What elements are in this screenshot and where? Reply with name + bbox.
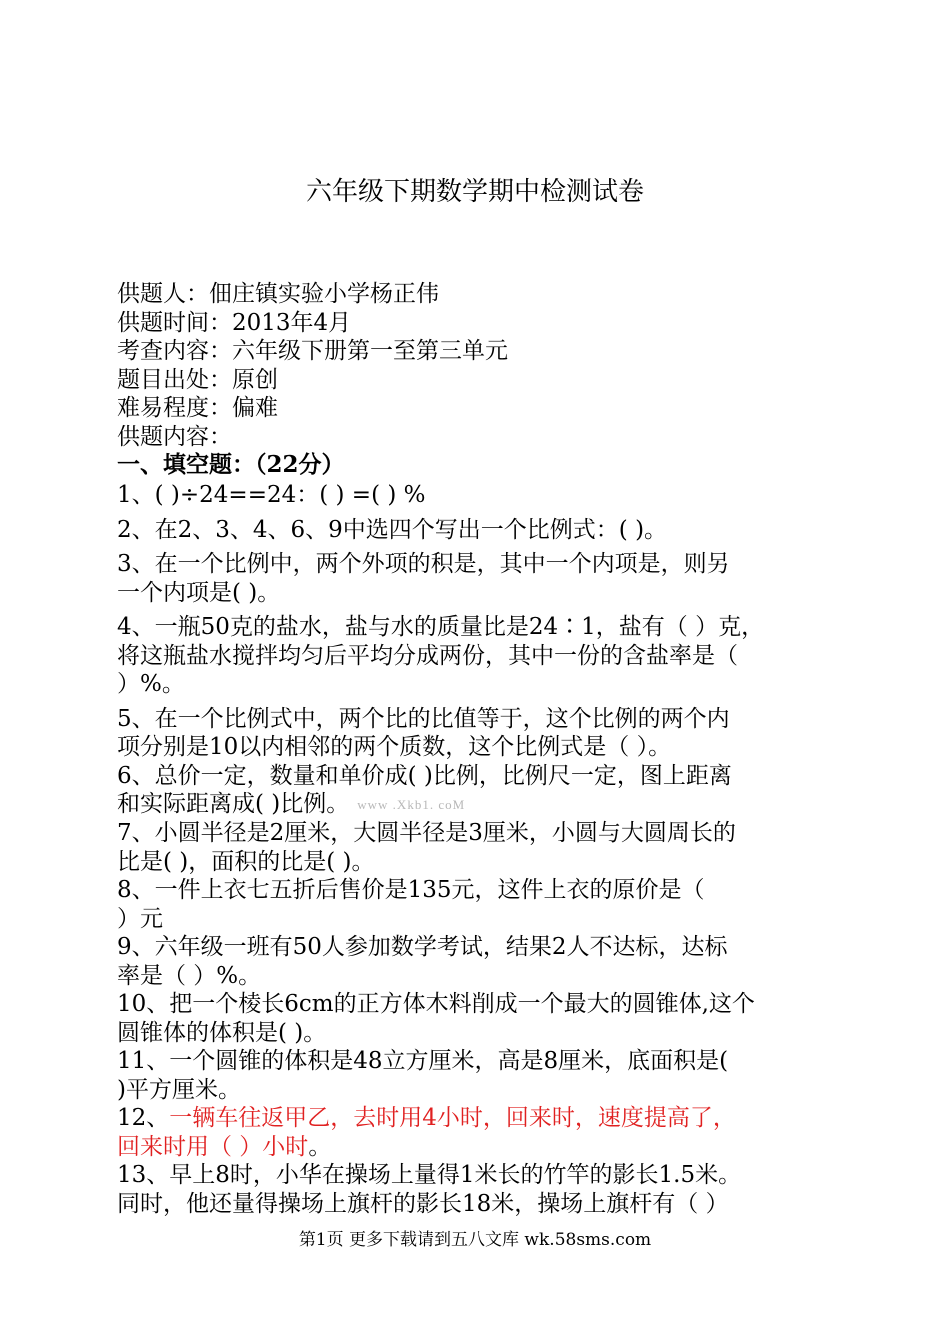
question-7 — [117, 819, 837, 876]
exam-meta — [117, 280, 837, 480]
question-12-red-line-2: 回来时用（ ）小时 — [117, 1133, 309, 1160]
question-12-prefix: 12、 — [117, 1105, 170, 1132]
question-12-red-line-1: 一辆车往返甲乙，去时用4小时，回来时，速度提高了， — [169, 1105, 736, 1132]
question-3 — [117, 550, 837, 607]
question-4-line-3: ）%。 — [117, 671, 185, 697]
question-3-line-2: 一个内项是( )。 — [117, 579, 281, 606]
question-2-line: 2、在2、3、4、6、9中选四个写出一个比例式：( )。 — [117, 516, 668, 543]
meta-author: 供题人：佃庄镇实验小学杨正伟 — [117, 281, 439, 307]
meta-date: 供题时间：2013年4月 — [117, 309, 352, 336]
question-7-line-2: 比是( )，面积的比是( )。 — [117, 848, 375, 875]
question-6-line-2-wrap — [117, 790, 837, 819]
question-6-line-1: 6、总价一定，数量和单价成( )比例，比例尺一定，图上距离 — [117, 762, 732, 789]
question-9-line-1: 9、六年级一班有50人参加数学考试，结果2人不达标，达标 — [117, 934, 728, 961]
question-4-line-1: 4、一瓶50克的盐水，盐与水的质量比是24∶1，盐有（ ）克， — [117, 614, 765, 640]
section-heading: 一、填空题：（22分） — [117, 451, 345, 478]
meta-source: 题目出处：原创 — [117, 366, 278, 393]
question-10-line-2: 圆锥体的体积是( )。 — [117, 1019, 327, 1046]
question-6 — [117, 762, 837, 820]
page-footer: 第1页 更多下载请到五八文库 wk.58sms.com — [298, 1230, 652, 1250]
question-12-end: 。 — [308, 1133, 332, 1160]
meta-scope: 考查内容：六年级下册第一至第三单元 — [117, 338, 508, 364]
question-5-line-1: 5、在一个比例式中，两个比的比值等于，这个比例的两个内 — [117, 705, 730, 732]
question-2 — [117, 516, 837, 545]
question-3-line-1: 3、在一个比例中，两个外项的积是，其中一个内项是，则另 — [117, 551, 730, 577]
question-8 — [117, 876, 837, 933]
meta-content-label: 供题内容： — [117, 423, 232, 450]
question-5-line-2: 项分别是10以内相邻的两个质数，这个比例式是（ ）。 — [117, 734, 672, 760]
question-6-line-2: 和实际距离成( )比例。 — [117, 791, 350, 817]
question-12-line-2-wrap — [117, 1133, 837, 1162]
question-13 — [117, 1161, 837, 1218]
question-9 — [117, 933, 837, 990]
question-8-line-1: 8、一件上衣七五折后售价是135元，这件上衣的原价是（ — [117, 877, 705, 904]
meta-difficulty: 难易程度：偏难 — [117, 395, 278, 421]
question-8-line-2: ）元 — [117, 905, 163, 932]
question-1-line: 1、( )÷24==24：( ) =( ) % — [117, 482, 426, 508]
question-11-line-2: )平方厘米。 — [117, 1076, 241, 1103]
question-5 — [117, 705, 837, 762]
question-11 — [117, 1047, 837, 1104]
question-10-line-1: 10、把一个棱长6cm的正方体木料削成一个最大的圆锥体,这个 — [117, 991, 755, 1018]
question-13-line-2: 同时，他还量得操场上旗杆的影长18米，操场上旗杆有（ ） — [117, 1190, 729, 1217]
question-1 — [117, 481, 837, 510]
question-7-line-1: 7、小圆半径是2厘米，大圆半径是3厘米，小圆与大圆周长的 — [117, 820, 736, 847]
question-4 — [117, 613, 837, 699]
page-title: 六年级下期数学期中检测试卷 — [305, 177, 644, 207]
question-12-line-1-wrap — [117, 1104, 837, 1133]
question-12 — [117, 1104, 837, 1161]
question-10 — [117, 990, 837, 1047]
question-4-line-2: 将这瓶盐水搅拌均匀后平均分成两份，其中一份的含盐率是（ — [117, 642, 738, 669]
watermark-text: www .Xkb1. coM — [357, 796, 466, 812]
question-list — [117, 481, 837, 1218]
question-13-line-1: 13、早上8时，小华在操场上量得1米长的竹竿的影长1.5米。 — [117, 1162, 742, 1189]
question-9-line-2: 率是（ ）%。 — [117, 962, 262, 989]
question-11-line-1: 11、一个圆锥的体积是48立方厘米，高是8厘米，底面积是( — [117, 1048, 729, 1075]
